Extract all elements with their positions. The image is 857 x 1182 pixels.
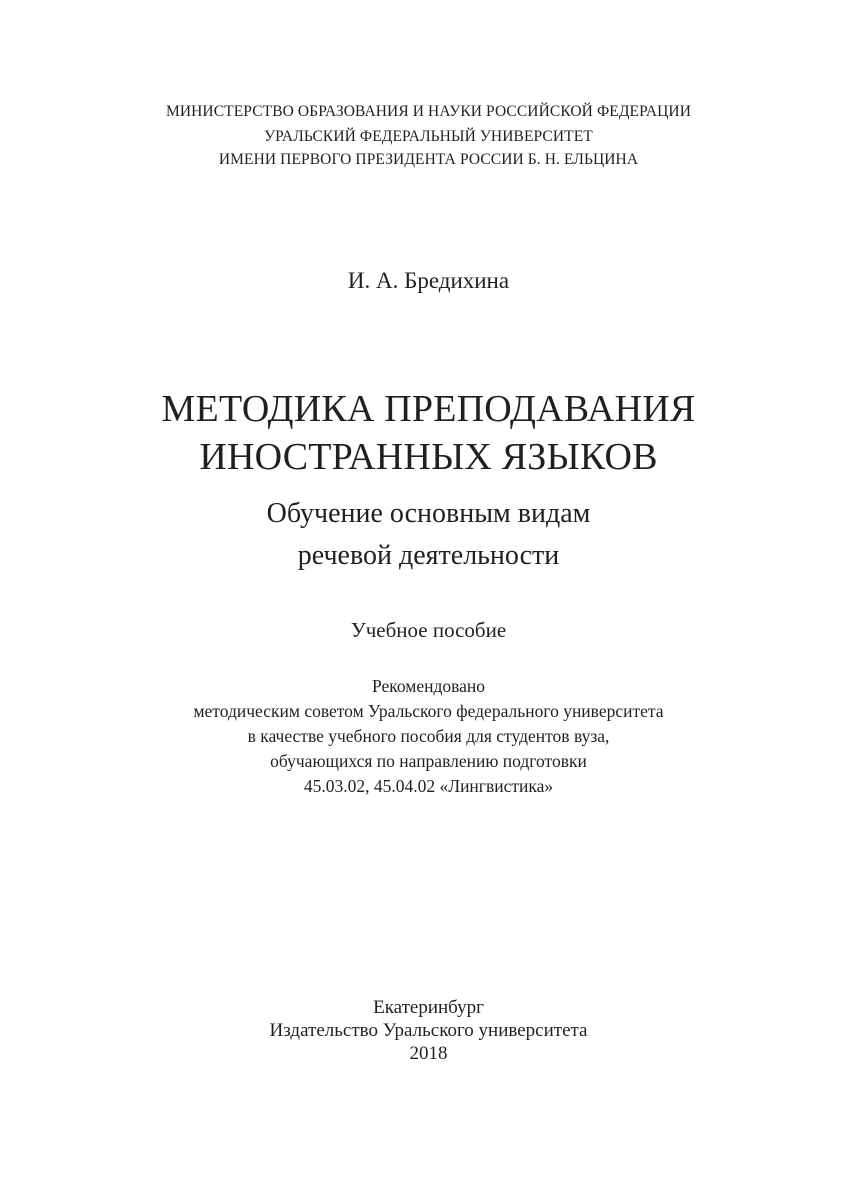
imprint-year: 2018 bbox=[409, 1043, 448, 1064]
imprint-publisher: Издательство Уральского университета bbox=[269, 1020, 588, 1041]
book-subtitle-line-1: Обучение основным видам bbox=[266, 498, 591, 529]
author-name: И. А. Бредихина bbox=[347, 268, 510, 293]
recommendation-line-4: обучающихся по направлению подготовки bbox=[270, 751, 587, 771]
book-subtitle-line-2: речевой деятельности bbox=[297, 540, 560, 571]
recommendation-line-1: Рекомендовано bbox=[371, 676, 486, 696]
book-title-line-2: ИНОСТРАННЫХ ЯЗЫКОВ bbox=[199, 436, 658, 478]
book-title-line-1: МЕТОДИКА ПРЕПОДАВАНИЯ bbox=[161, 388, 696, 430]
ministry-line: МИНИСТЕРСТВО ОБРАЗОВАНИЯ И НАУКИ РОССИЙСКОЙ ФЕДЕРАЦИИ bbox=[165, 103, 692, 120]
recommendation-line-5: 45.03.02, 45.04.02 «Лингвистика» bbox=[303, 776, 554, 796]
imprint-city: Екатеринбург bbox=[373, 997, 484, 1018]
university-line: УРАЛЬСКИЙ ФЕДЕРАЛЬНЫЙ УНИВЕРСИТЕТ bbox=[264, 128, 593, 145]
university-name-line: ИМЕНИ ПЕРВОГО ПРЕЗИДЕНТА РОССИИ Б. Н. ЕЛЬЦИНА bbox=[218, 151, 639, 168]
recommendation-line-3: в качестве учебного пособия для студентов вуза, bbox=[247, 726, 610, 746]
book-type: Учебное пособие bbox=[350, 618, 507, 642]
recommendation-line-2: методическим советом Уральского федерального университета bbox=[193, 701, 664, 721]
